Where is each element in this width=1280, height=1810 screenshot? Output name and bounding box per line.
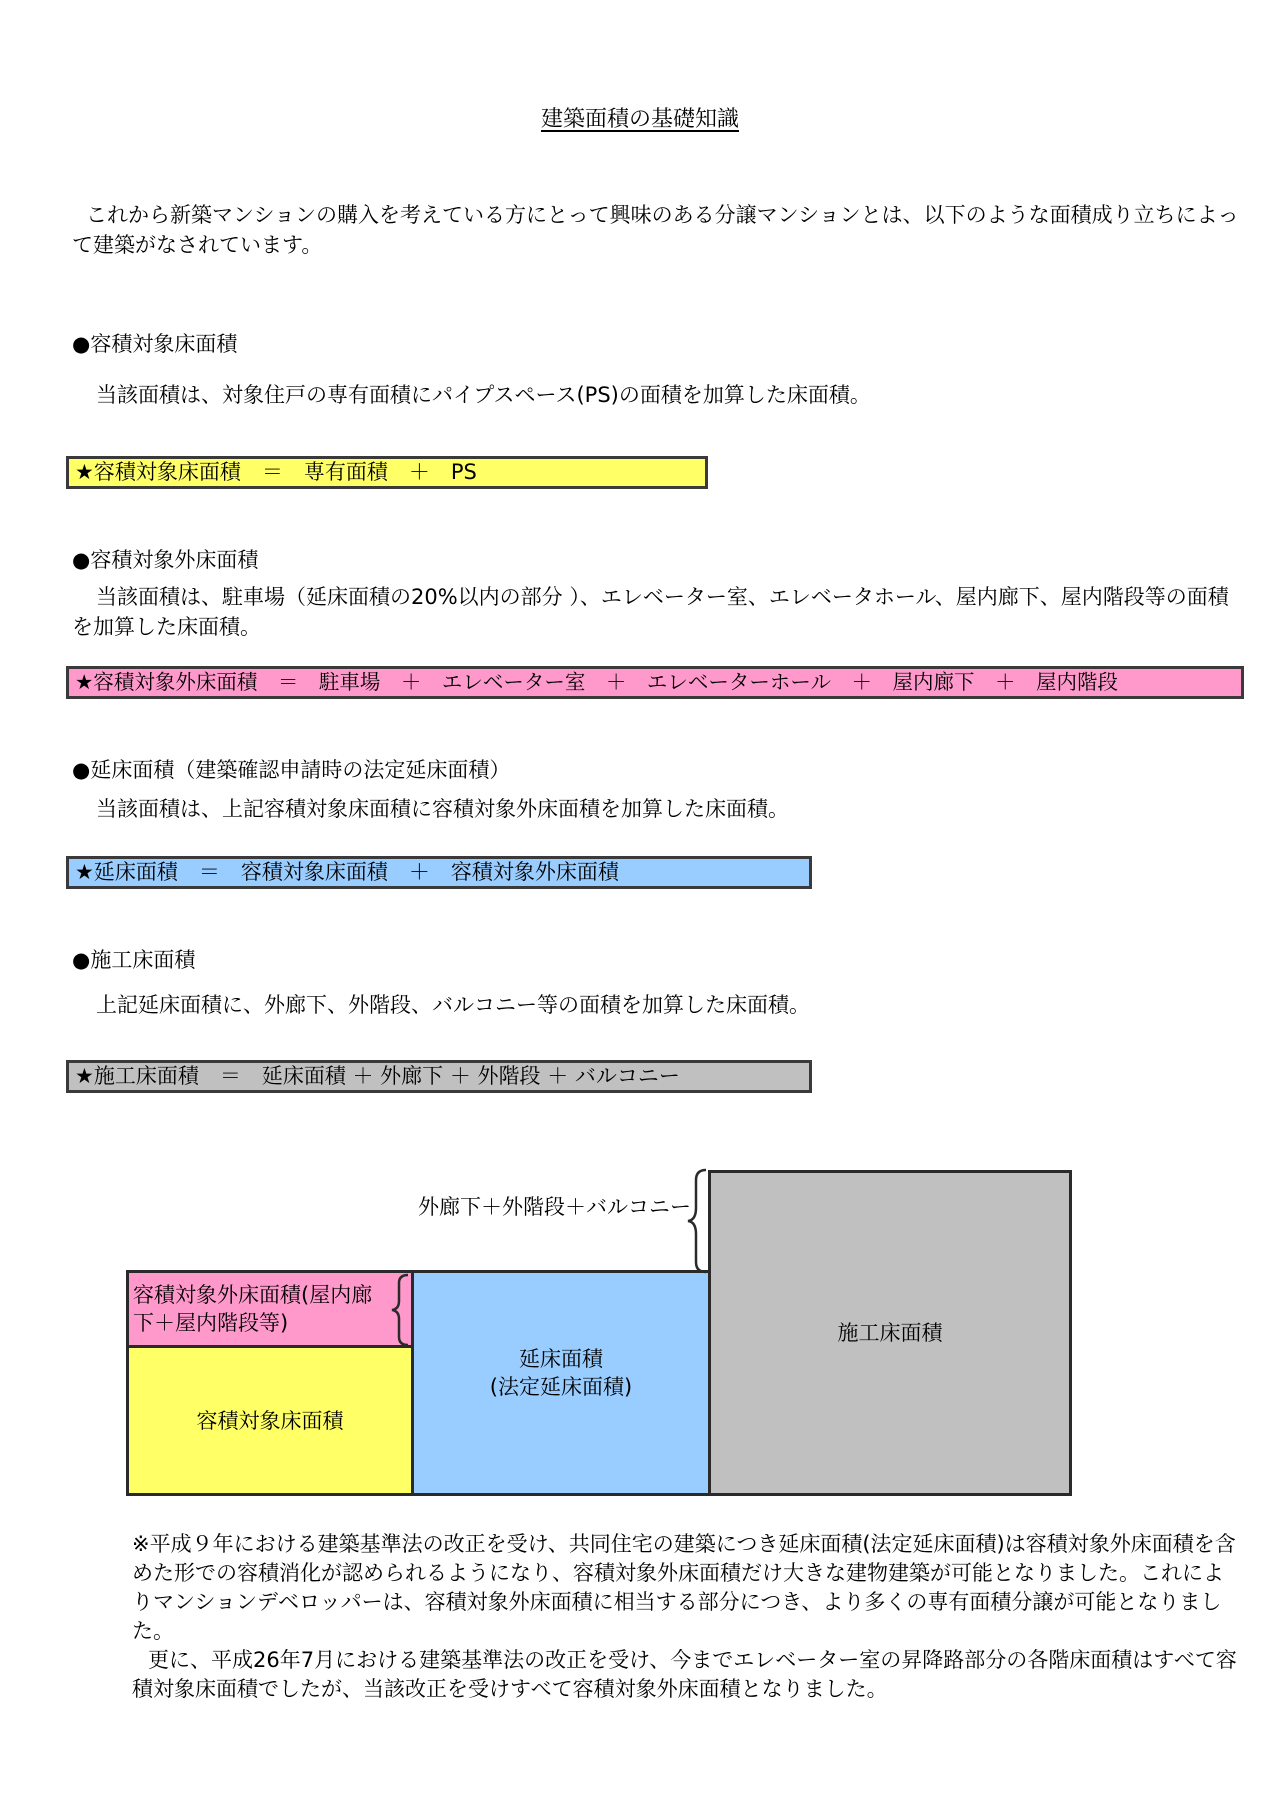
footnote [132, 1530, 1242, 1704]
block-excluded-area-label: 容積対象外床面積(屋内廊下＋屋内階段等) [133, 1283, 373, 1335]
section-heading-excluded-area: ●容積対象外床面積 [72, 548, 259, 572]
excluded-brace-icon [390, 1273, 412, 1347]
section-heading-construction-area: ●施工床面積 [72, 948, 196, 972]
block-floor-area [126, 1345, 414, 1496]
block-construction-area-label: 施工床面積 [837, 1321, 943, 1345]
section-heading-floor-area: ●容積対象床面積 [72, 332, 238, 356]
block-total-area-label: 延床面積 [519, 1347, 603, 1371]
formula-total-area: ★延床面積 ＝ 容積対象床面積 ＋ 容積対象外床面積 [66, 856, 812, 889]
block-construction-area [708, 1170, 1072, 1496]
page-title: 建築面積の基礎知識 [540, 107, 739, 132]
block-total-area [411, 1270, 711, 1496]
block-total-area-sublabel: (法定延床面積) [489, 1375, 633, 1399]
formula-construction-area: ★施工床面積 ＝ 延床面積 ＋ 外廊下 ＋ 外階段 ＋ バルコニー [66, 1060, 812, 1093]
outside-area-label: 外廊下＋外階段＋バルコニー [418, 1195, 691, 1219]
footnote-paragraph-2: 更に、平成26年7月における建築基準法の改正を受け、今までエレベーター室の昇降路部分の各階床面積はすべて容積対象床面積でしたが、当該改正を受けすべて容積対象外床面積となりました。 [132, 1648, 1237, 1701]
section-desc-total-area: 当該面積は、上記容積対象床面積に容積対象外床面積を加算した床面積。 [96, 797, 789, 821]
block-floor-area-label: 容積対象床面積 [196, 1408, 344, 1433]
section-desc-excluded-area: 当該面積は、駐車場（延床面積の20%以内の部分 ）、エレベーター室、エレベータホール、屋内廊下、屋内階段等の面積を加算した床面積。 [72, 585, 1229, 639]
formula-floor-area: ★容積対象床面積 ＝ 専有面積 ＋ PS [66, 456, 708, 489]
intro-text: これから新築マンションの購入を考えている方にとって興味のある分譲マンションとは、以下のような面積成り立ちによって建築がなされています。 [72, 203, 1239, 257]
outside-brace-icon [686, 1168, 710, 1274]
section-heading-total-area: ●延床面積（建築確認申請時の法定延床面積） [72, 758, 511, 782]
section-desc-floor-area: 当該面積は、対象住戸の専有面積にパイプスペース(PS)の面積を加算した床面積。 [96, 383, 871, 407]
block-excluded-area [126, 1270, 414, 1348]
section-desc-construction-area: 上記延床面積に、外廊下、外階段、バルコニー等の面積を加算した床面積。 [96, 993, 810, 1017]
footnote-paragraph-1: ※平成９年における建築基準法の改正を受け、共同住宅の建築につき延床面積(法定延床面積)は容積対象外床面積を含めた形での容積消化が認められるようになり、容積対象外床面積だけ大きな建物建築が可能となりました。これによりマンションデベロッパーは、容積対象外床面積に相当する部分につき、より多くの専有面積分譲が可能となりました。 [132, 1532, 1236, 1643]
formula-excluded-area: ★容積対象外床面積 ＝ 駐車場 ＋ エレベーター室 ＋ エレベーターホール ＋ 屋内廊下 ＋ 屋内階段 [66, 666, 1244, 699]
